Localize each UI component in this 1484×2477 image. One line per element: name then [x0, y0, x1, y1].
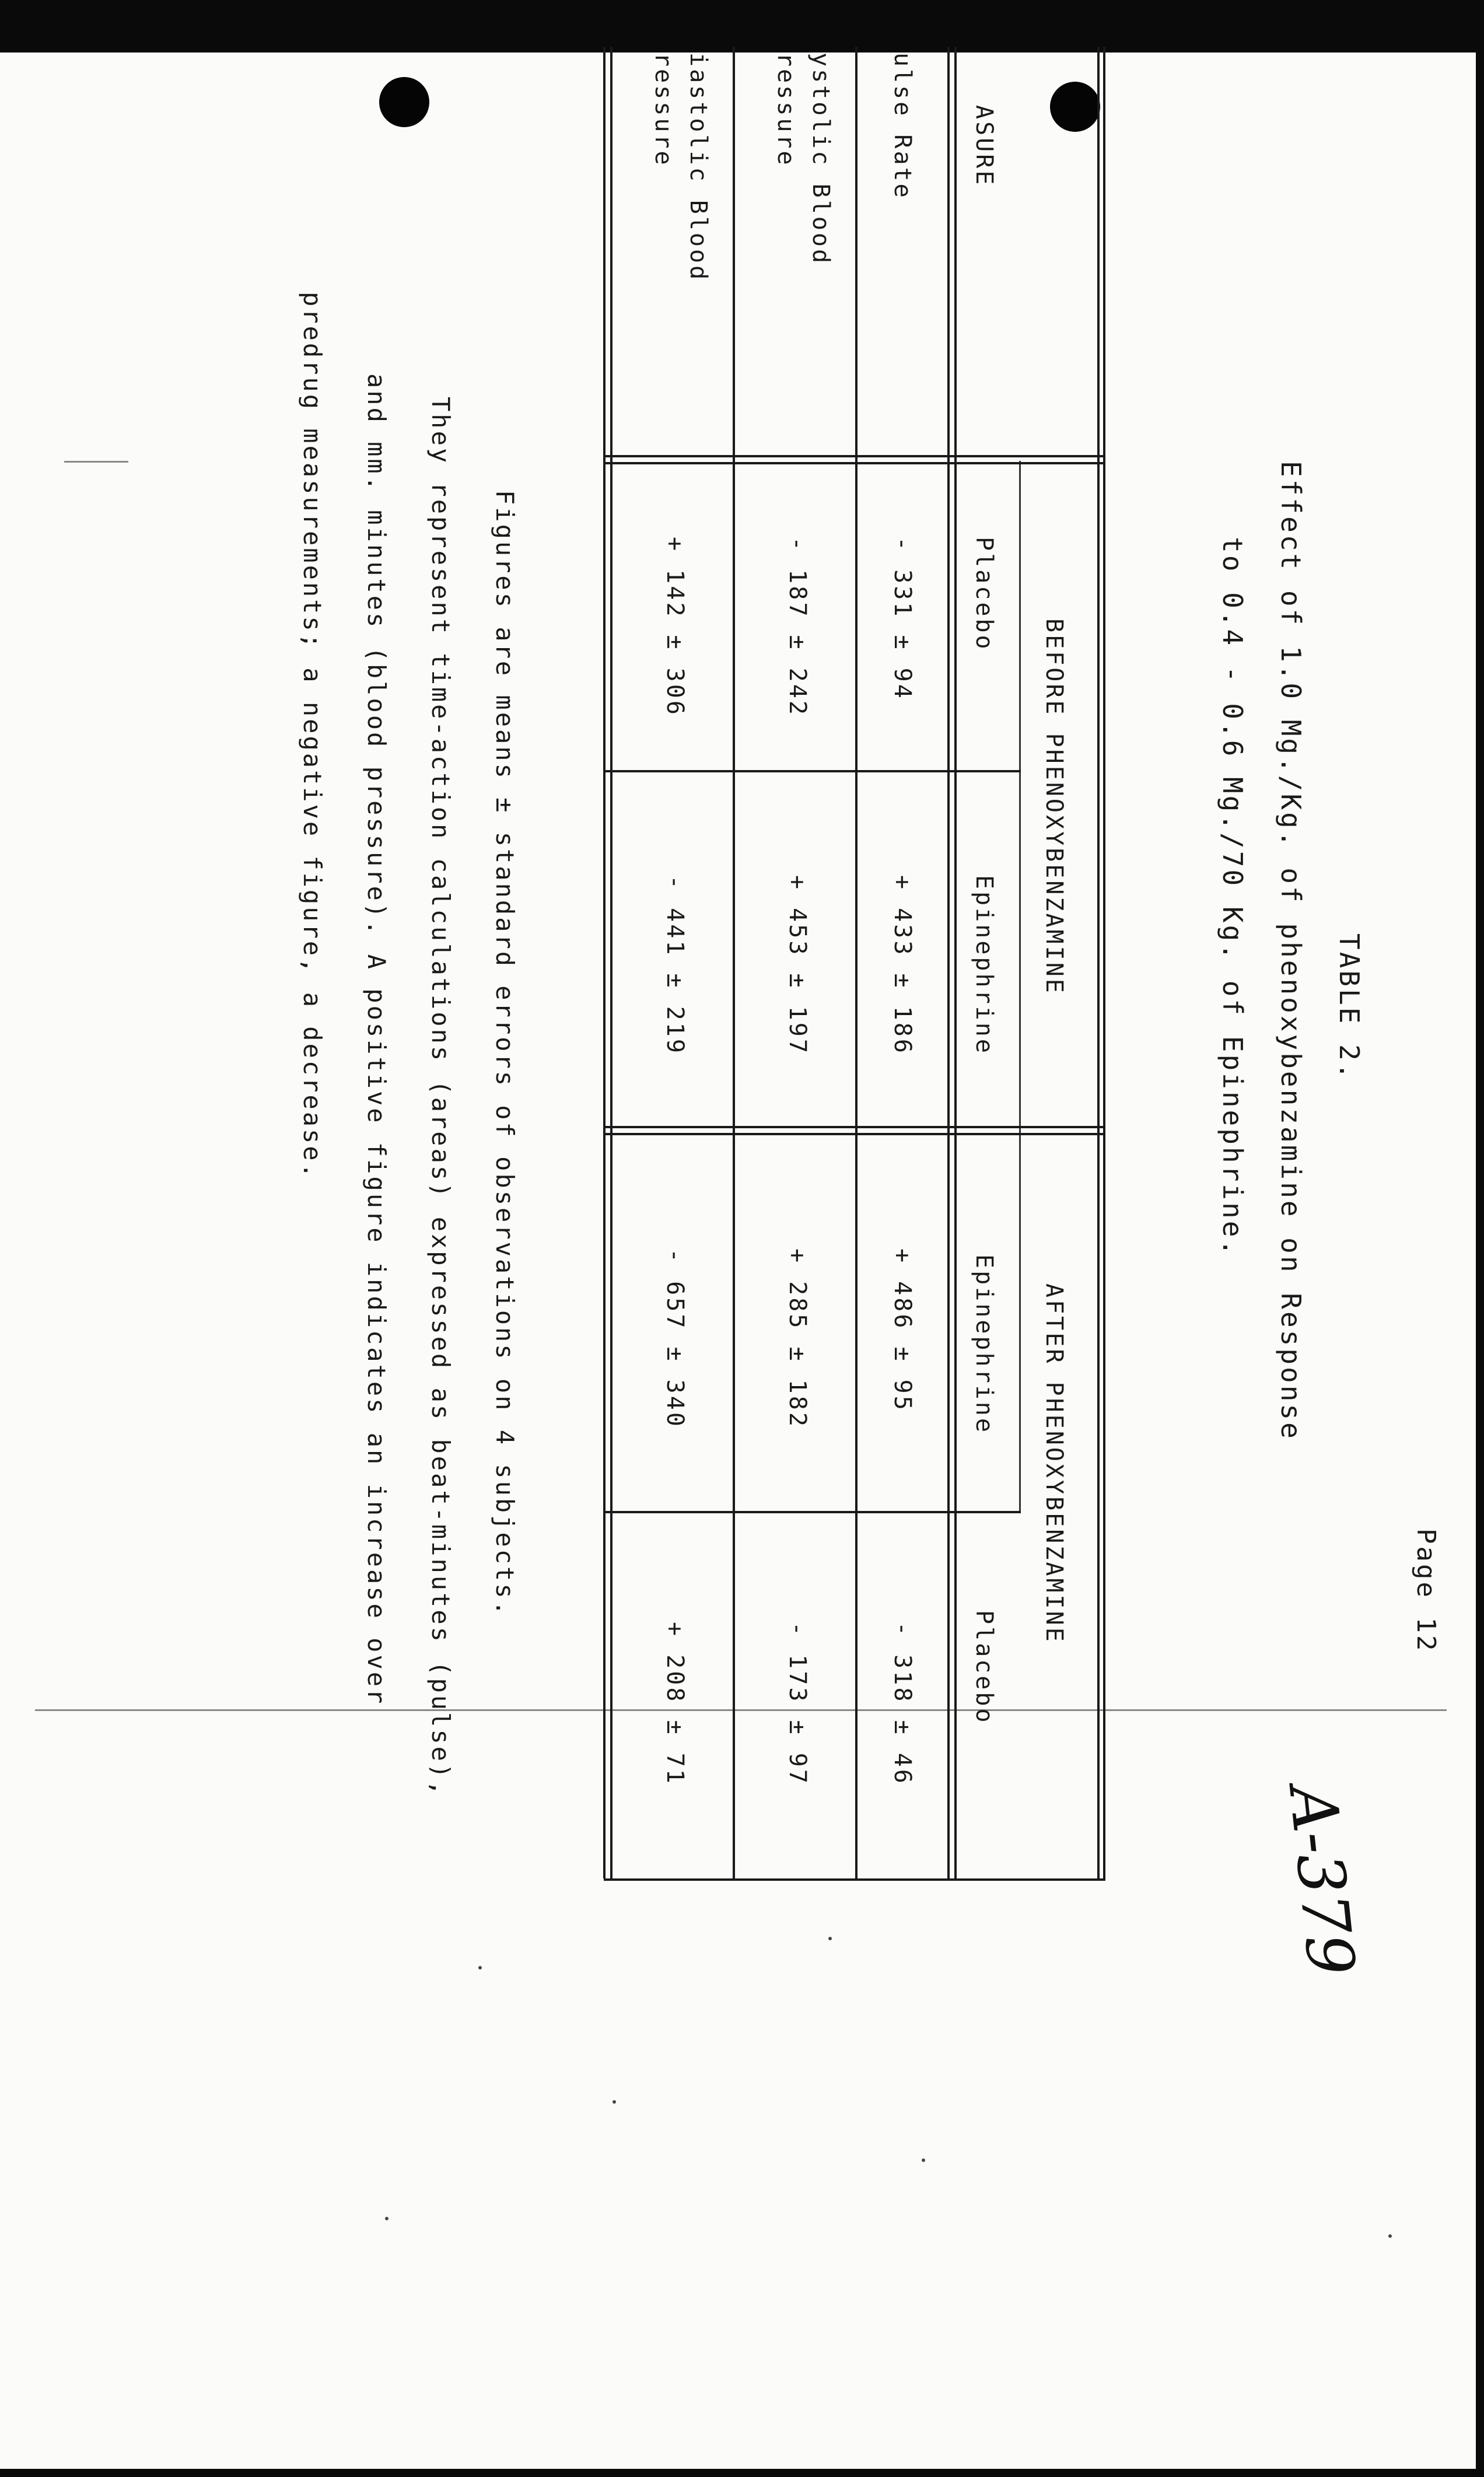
table-bottom-rule-2 [603, 47, 606, 1878]
col-rule-1b [604, 462, 1105, 464]
table-cell: - 187 ± 242 [784, 537, 811, 717]
table-caption-line-2: to 0.4 - 0.6 Mg./70 Kg. of Epinephrine. [1217, 537, 1248, 1258]
note-line-2: They represent time-action calculations (areas) expressed as beat-minutes (pulse), [426, 397, 455, 1798]
scan-speck [922, 2158, 925, 2162]
scan-speck [828, 1937, 832, 1940]
row-rule-1 [855, 47, 858, 1878]
table-cell: - 657 ± 340 [662, 1248, 688, 1429]
group-rule [1019, 461, 1021, 1511]
scan-speck [1388, 2234, 1392, 2238]
col-rule-4 [604, 1511, 1021, 1513]
scan-bottom-border [0, 2469, 1484, 2477]
scan-speck [478, 1966, 482, 1969]
note-line-3: and mm. minutes (blood pressure). A positive figure indicates an increase over [362, 373, 391, 1706]
row-label-continued: ressure [772, 53, 799, 167]
note-line-1: Figures are means ± standard errors of observations on 4 subjects. [491, 490, 519, 1618]
table-cell: + 208 ± 71 [662, 1622, 688, 1786]
scan-speck [385, 2217, 388, 2220]
col-rule-3 [604, 1126, 1105, 1128]
table-cell: + 486 ± 95 [889, 1248, 916, 1412]
table-cell: + 142 ± 306 [662, 537, 688, 717]
table-title: TABLE 2. [1334, 933, 1365, 1082]
row-label: iastolic Blood [685, 53, 712, 282]
scan-speck [612, 2100, 616, 2104]
rotated-table-page [41, 35, 1441, 2415]
col-rule-2 [604, 770, 1021, 772]
page-number: Page 12 [1411, 1528, 1441, 1653]
after-group-header: AFTER PHENOXYBENZAMINE [1041, 1283, 1068, 1644]
table-cell: + 433 ± 186 [889, 875, 916, 1055]
table-bottom-rule [610, 47, 612, 1878]
header-rule-2 [947, 47, 950, 1878]
row-rule-2 [733, 47, 735, 1878]
table-cell: - 318 ± 46 [889, 1622, 916, 1786]
table-top-rule-2 [1097, 47, 1100, 1878]
row-label: ystolic Blood [807, 53, 834, 266]
table-cell: + 453 ± 197 [784, 875, 811, 1055]
before-group-header: BEFORE PHENOXYBENZAMINE [1041, 618, 1068, 995]
col-header-after-placebo: Placebo [971, 1610, 998, 1725]
row-label: ulse Rate [889, 53, 916, 200]
table-top-rule [1103, 47, 1105, 1878]
handwritten-document-id: A-379 [1275, 1782, 1369, 1979]
table-cell: - 441 ± 219 [662, 875, 688, 1055]
col-header-after-epinephrine: Epinephrine [971, 1254, 998, 1435]
table-cell: - 331 ± 94 [889, 537, 916, 701]
table-caption-line-1: Effect of 1.0 Mg./Kg. of phenoxybenzamine on Response [1275, 461, 1307, 1441]
header-rule [954, 47, 957, 1878]
col-rule-1 [604, 455, 1105, 457]
table-right-rule [604, 1878, 1105, 1881]
note-line-4: predrug measurements; a negative figure, a decrease. [298, 292, 327, 1180]
measure-header: ASURE [971, 105, 998, 187]
col-header-before-placebo: Placebo [971, 537, 998, 652]
col-rule-3b [604, 1133, 1105, 1135]
col-header-before-epinephrine: Epinephrine [971, 875, 998, 1055]
table-cell: - 173 ± 97 [784, 1622, 811, 1786]
table-cell: + 285 ± 182 [784, 1248, 811, 1429]
row-label-continued: ressure [650, 53, 677, 167]
scan-right-border [1476, 0, 1484, 2477]
